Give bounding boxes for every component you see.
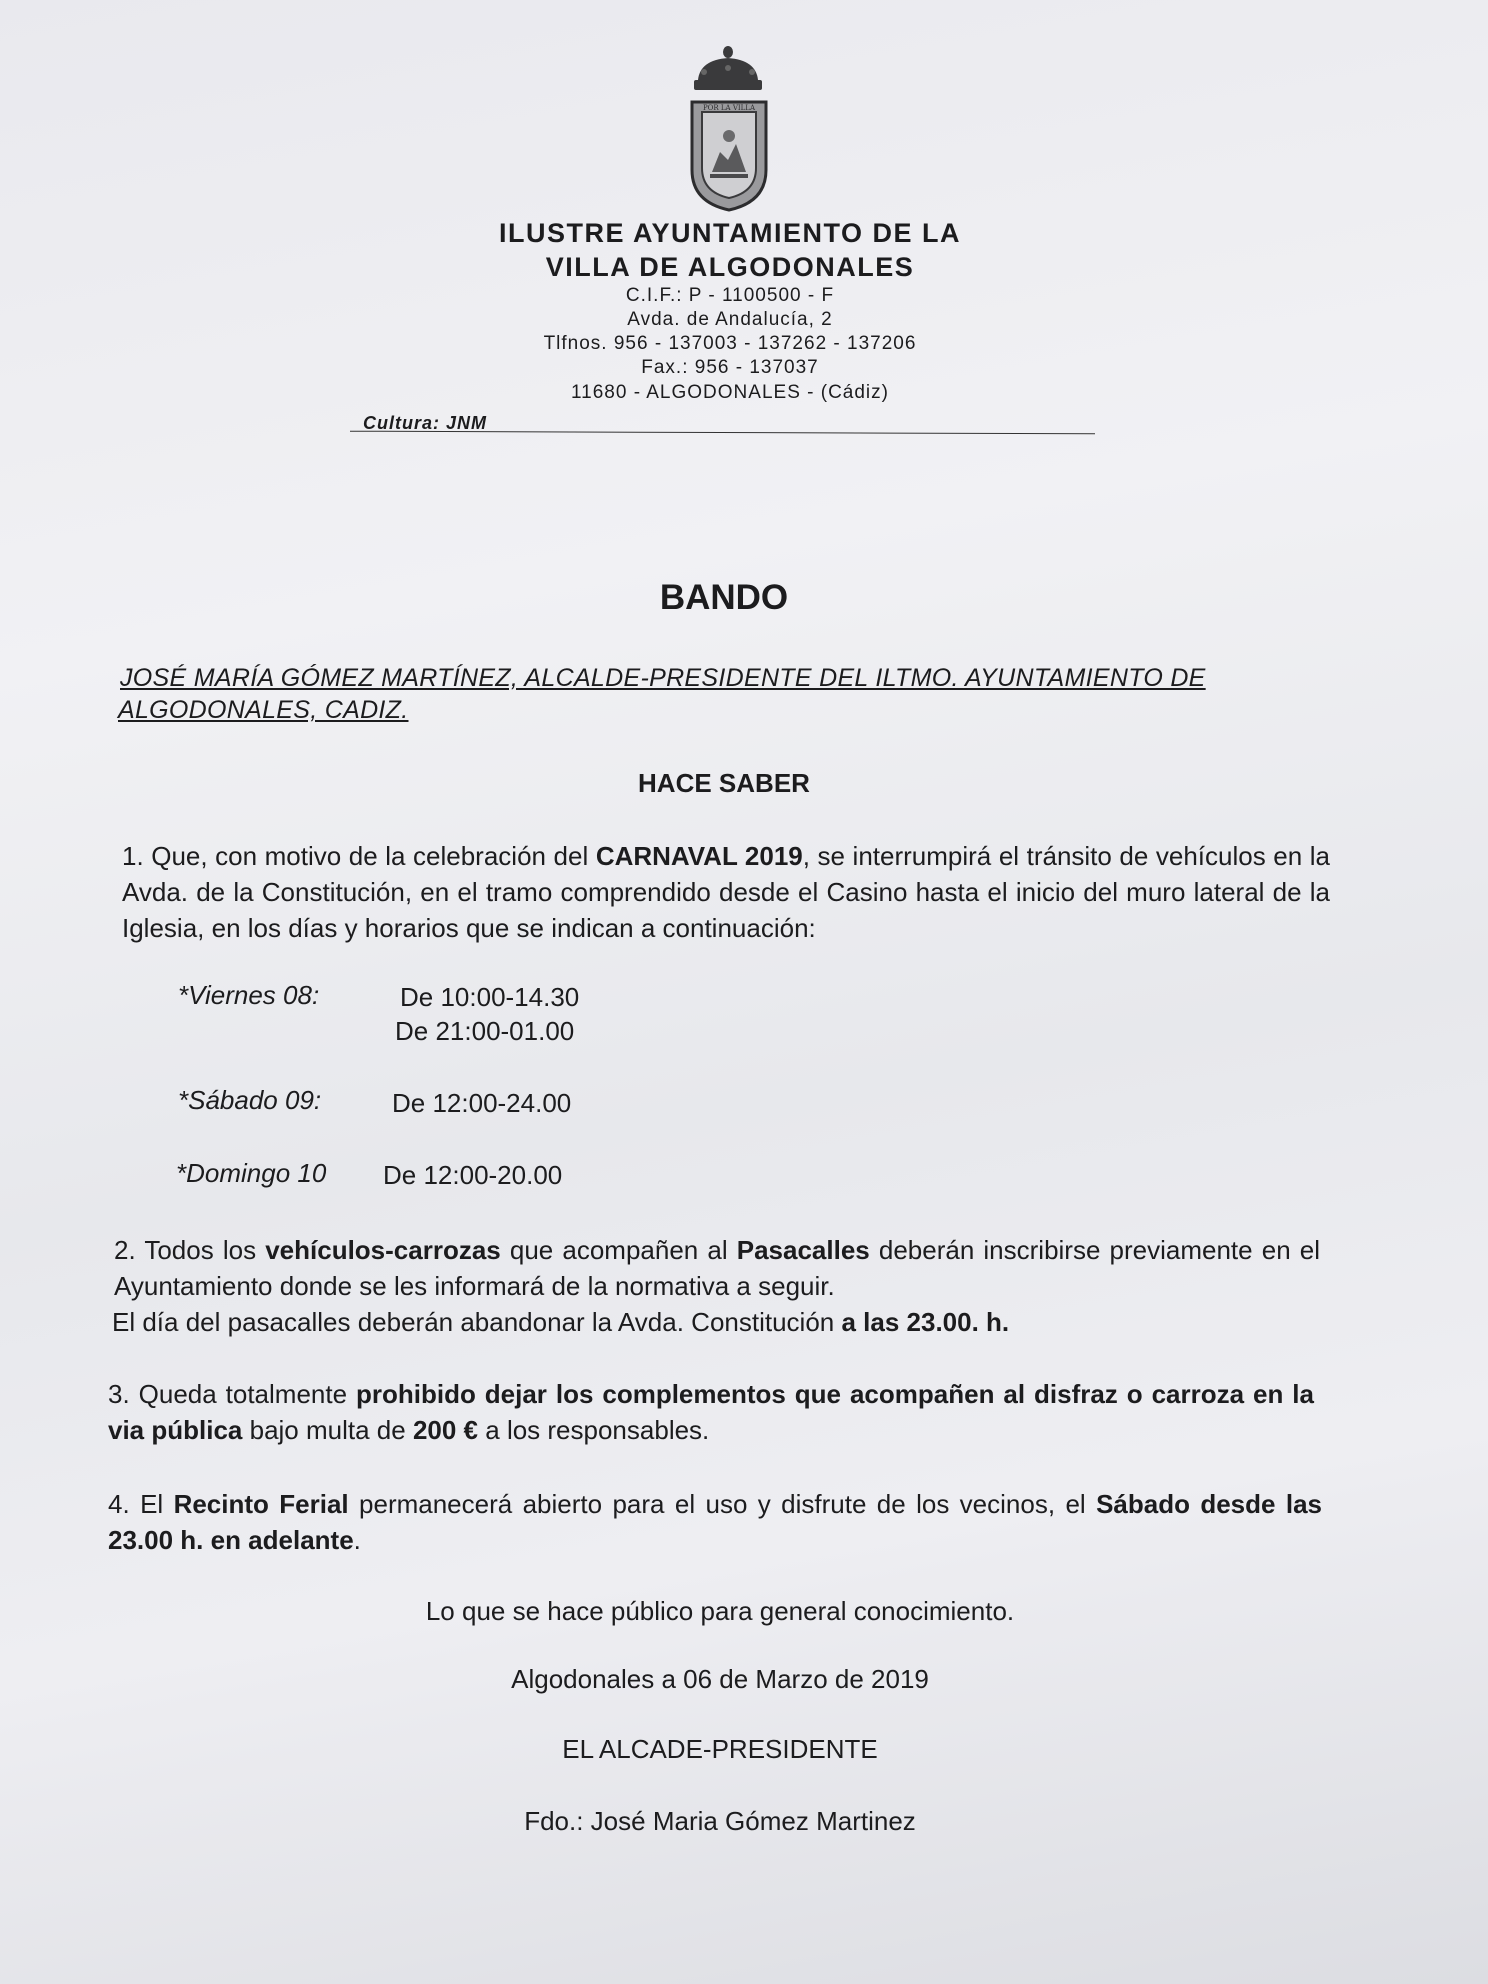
- fax-number: Fax.: 956 - 137037: [641, 357, 819, 378]
- item-4-text-a: . El: [122, 1489, 174, 1519]
- item-3-paragraph: [108, 1376, 1314, 1448]
- item-1-text-b: , se interrumpirá el tránsito de vehículos en la Avda. de la Constitución, en el tramo comprendido desde el Casino hasta el inicio del muro lateral de la Iglesia, en los días y horarios que se indican a continuación:: [122, 841, 1330, 943]
- schedule-day-2: *Sábado 09:: [178, 1085, 322, 1115]
- closing-signature: Fdo.: José Maria Gómez Martinez: [524, 1806, 916, 1836]
- item-4-text-b: permanecerá abierto para el uso y disfrute de los vecinos, el: [348, 1489, 1097, 1519]
- postal-address: 11680 - ALGODONALES - (Cádiz): [571, 382, 889, 403]
- item-2-deadline: [112, 1304, 1009, 1340]
- closing-public-notice: Lo que se hace público para general conocimiento.: [425, 1596, 1015, 1626]
- author-line-2: ALGODONALES, CADIZ.: [118, 696, 409, 724]
- item-3-text-b: bajo multa de: [242, 1415, 413, 1445]
- item-3-number: 3: [108, 1379, 123, 1409]
- item-2-text-b: que acompañen al: [500, 1235, 737, 1265]
- schedule-time-3: De 12:00-20.00: [383, 1160, 563, 1190]
- schedule-day-3: *Domingo 10: [176, 1158, 327, 1188]
- subtitle: HACE SABER: [638, 768, 810, 798]
- item-3-bold-fine: 200 €: [412, 1415, 479, 1445]
- item-2-text-c: deberán inscribirse previamente en el Ayuntamiento donde se les informará de la normativa a seguir.: [114, 1235, 1321, 1301]
- item-2-number: 2: [114, 1235, 129, 1265]
- institution-name-line2: VILLA DE ALGODONALES: [545, 252, 915, 282]
- schedule-day-1: *Viernes 08:: [178, 980, 320, 1010]
- item-1-text-a: . Que, con motivo de la celebración del: [136, 841, 596, 871]
- closing-date: Algodonales a 06 de Marzo de 2019: [511, 1664, 929, 1694]
- item-2-paragraph: [114, 1232, 1320, 1304]
- item-2-bold-pasacalles: Pasacalles: [736, 1235, 870, 1265]
- cif-number: C.I.F.: P - 1100500 - F: [625, 285, 835, 306]
- item-4-text-c: .: [353, 1525, 361, 1555]
- schedule-time-1a: De 10:00-14.30: [400, 982, 580, 1012]
- item-3-text-c: a los responsables.: [478, 1415, 710, 1445]
- institution-header: [360, 216, 1100, 406]
- item-2-bold-vehicles: vehículos-carrozas: [265, 1235, 501, 1265]
- item-1-number: 1: [122, 841, 137, 871]
- item-3-bold-prohibition: prohibido dejar los complementos que acompañen al disfraz o carroza en la via pública: [108, 1379, 1314, 1445]
- phone-numbers: Tlfnos. 956 - 137003 - 137262 - 137206: [543, 333, 917, 354]
- item-4-bold-venue: Recinto Ferial: [173, 1489, 349, 1519]
- institution-name-line1: ILUSTRE AYUNTAMIENTO DE LA: [498, 218, 962, 248]
- schedule-time-2: De 12:00-24.00: [392, 1088, 572, 1118]
- item-1-bold-carnaval: CARNAVAL 2019: [595, 841, 803, 871]
- department-label: Cultura: JNM: [363, 413, 487, 433]
- item-4-bold-time: Sábado desde las 23.00 h. en adelante: [108, 1489, 1323, 1555]
- closing-role: EL ALCADE-PRESIDENTE: [562, 1734, 878, 1764]
- item-2-text-a: . Todos los: [128, 1235, 266, 1265]
- crest-text: POR LA VILLA: [702, 104, 756, 112]
- item-2-bold-time: a las 23.00. h.: [841, 1307, 1010, 1337]
- document-title: BANDO: [659, 578, 789, 617]
- item-4-paragraph: [108, 1486, 1322, 1558]
- item-2-text-d: El día del pasacalles deberán abandonar la Avda. Constitución: [112, 1307, 842, 1337]
- item-4-number: 4: [108, 1489, 123, 1519]
- address: Avda. de Andalucía, 2: [627, 309, 833, 330]
- coat-of-arms-logo: [680, 40, 780, 215]
- item-3-text-a: . Queda totalmente: [122, 1379, 356, 1409]
- item-1-paragraph: [122, 838, 1330, 946]
- author-line-1: JOSÉ MARÍA GÓMEZ MARTÍNEZ, ALCALDE-PRESIDENTE DEL ILTMO. AYUNTAMIENTO DE: [120, 664, 1206, 692]
- schedule-time-1b: De 21:00-01.00: [395, 1016, 575, 1046]
